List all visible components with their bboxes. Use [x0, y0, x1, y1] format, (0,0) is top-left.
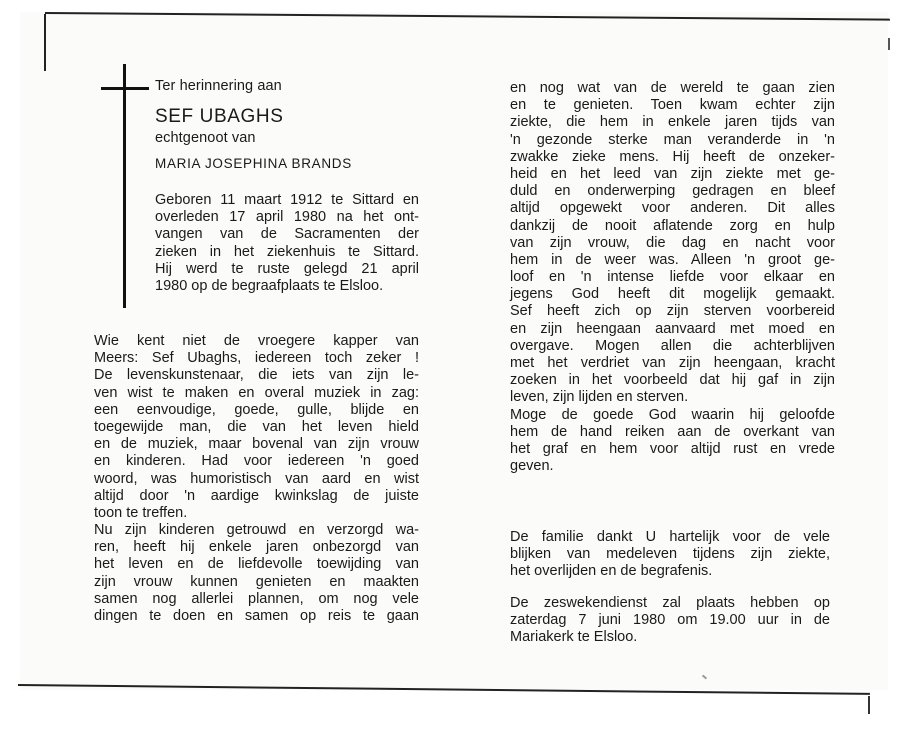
text-line: en zijn heengaan aanvaard met moed en: [510, 320, 835, 337]
text-line: vangen van de Sacramenten der: [155, 226, 419, 243]
text-line: De zeswekendienst zal plaats hebben op: [510, 595, 830, 611]
card-left-edge: [44, 14, 46, 71]
text-line: loof en 'n intense liefde voor elkaar en: [510, 269, 835, 286]
text-line: toon te treffen.: [94, 504, 188, 521]
text-line: hem in de weer was. Alleen 'n groot ge-: [510, 251, 835, 268]
text-line: Meers: Sef Ubaghs, iedereen toch zeker !: [94, 350, 419, 367]
text-line: duld en onderwerping gedragen en bleef: [510, 183, 835, 200]
text-line: zijn vrouw kunnen genieten en maakten: [94, 573, 419, 590]
birth-death-paragraph: [155, 192, 419, 295]
text-line: zwakke zieke mens. Hij heeft de onzeker-: [510, 148, 835, 165]
cross-icon: [123, 64, 126, 308]
service-paragraph: [510, 595, 830, 647]
text-line: Moge de goede God waarin hij geloofde: [510, 406, 835, 423]
tribute-paragraph: [94, 333, 419, 625]
card-corner-mark-top: [888, 38, 890, 50]
text-line: een eenvoudige, goede, gulle, blijde en: [94, 401, 419, 418]
text-line: jegens God heeft dit mogelijk gemaakt.: [510, 286, 835, 303]
text-line: Hij werd te ruste gelegd 21 april: [155, 260, 419, 277]
text-line: altijd opgewekt voor anderen. Dit alles: [510, 200, 835, 217]
text-line: 'n gezonde sterke man veranderde in 'n: [510, 131, 835, 148]
text-line: ren, heeft hij enkele jaren onbezorgd van: [94, 539, 419, 556]
card-corner-mark: [868, 696, 870, 714]
text-line: 1980 op de begraafplaats te Elsloo.: [155, 277, 384, 294]
text-line: zoeken in het voorbeeld dat hij gaf in zijn: [510, 372, 835, 389]
text-line: zaterdag 7 juni 1980 om 19.00 uur in de: [510, 612, 830, 629]
continuation-paragraph: [510, 80, 835, 475]
text-line: toegewijde man, die van het leven hield: [94, 418, 419, 435]
text-line: altijd door 'n aardige kwinkslag de juiste: [94, 487, 419, 504]
text-line: ven wist te maken en overal muziek in zag:: [94, 384, 419, 401]
text-line: Mariakerk te Elsloo.: [510, 629, 638, 646]
text-line: heid en het leed van zijn ziekte met ge-: [510, 165, 835, 182]
text-line: overleden 17 april 1980 na het ont-: [155, 209, 419, 226]
text-line: woord, was humoristisch van aard en wist: [94, 470, 419, 487]
text-line: Wie kent niet de vroegere kapper van: [94, 333, 419, 349]
deceased-name: SEF UBAGHS: [155, 106, 284, 127]
spouse-name: MARIA JOSEPHINA BRANDS: [155, 156, 352, 171]
text-line: het overlijden en de begrafenis.: [510, 563, 713, 580]
text-line: geven.: [510, 458, 554, 475]
text-line: en de muziek, maar bovenal van zijn vrouw: [94, 436, 419, 453]
text-line: dankzij de nooit aflatende zorg en hulp: [510, 217, 835, 234]
text-line: overgave. Mogen allen die achterblijven: [510, 337, 835, 354]
text-line: leven, zijn lijden en sterven.: [510, 389, 689, 406]
text-line: blijken van medeleven tijdens zijn ziekte,: [510, 546, 830, 563]
text-line: Geboren 11 maart 1912 te Sittard en: [155, 192, 419, 208]
text-line: en te genieten. Toen kwam echter zijn: [510, 97, 835, 114]
text-line: zieken in het ziekenhuis te Sittard.: [155, 243, 419, 260]
text-line: het leven en de liefdevolle toewijding van: [94, 556, 419, 573]
text-line: samen nog allerlei plannen, om nog vele: [94, 590, 419, 607]
text-line: het graf en hem voor altijd rust en vrede: [510, 440, 835, 457]
text-line: dingen te doen en samen op reis te gaan: [94, 608, 419, 624]
text-line: Sef heeft zich op zijn sterven voorbereid: [510, 303, 835, 320]
text-line: De familie dankt U hartelijk voor de vele: [510, 529, 830, 545]
cross-icon-bar: [101, 87, 149, 90]
intro-text: Ter herinnering aan: [155, 78, 282, 94]
text-line: van zijn vrouw, die dag en nacht voor: [510, 234, 835, 251]
text-line: met het verdriet van zijn heengaan, kracht: [510, 355, 835, 371]
text-line: De levenskunstenaar, die iets van zijn le-: [94, 367, 419, 384]
text-line: hem de hand reiken aan de overkant van: [510, 423, 835, 440]
text-line: en nog wat van de wereld te gaan zien: [510, 80, 835, 96]
text-line: Nu zijn kinderen getrouwd en verzorgd wa-: [94, 522, 419, 539]
spouse-label: echtgenoot van: [155, 130, 256, 146]
thanks-paragraph: [510, 529, 830, 581]
text-line: en kinderen. Had voor iedereen 'n goed: [94, 453, 419, 470]
text-line: ziekte, die hem in enkele jaren tijds van: [510, 114, 835, 131]
